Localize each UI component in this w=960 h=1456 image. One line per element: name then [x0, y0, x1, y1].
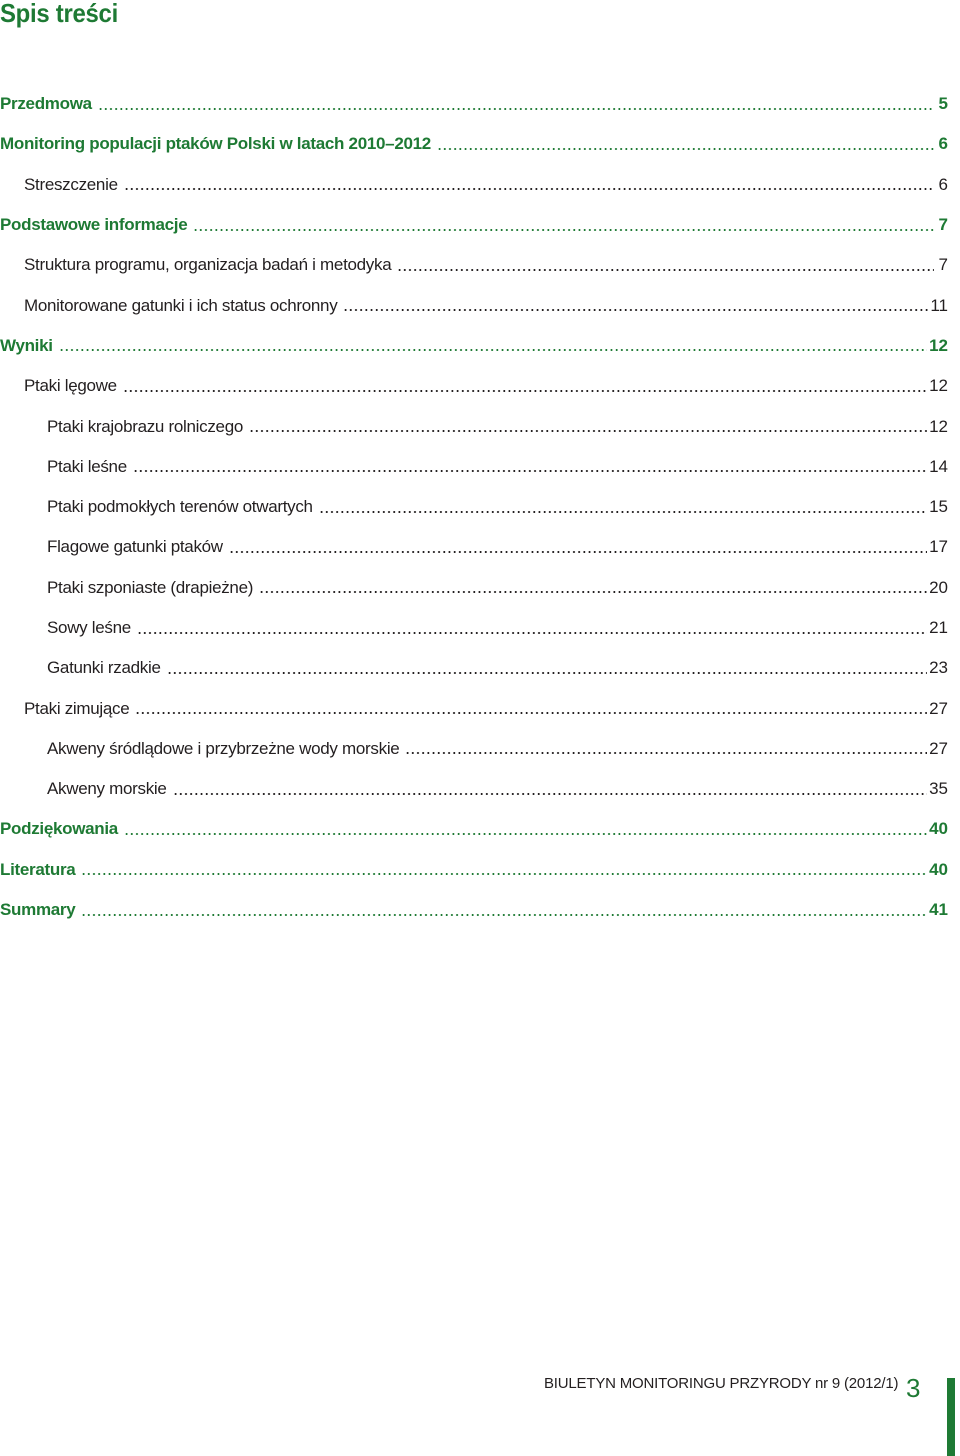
toc-entry-page: 12 [929, 416, 948, 436]
toc-dot-leader [137, 632, 927, 634]
toc-entry-page: 17 [929, 537, 948, 557]
toc-entry-page: 27 [929, 738, 948, 758]
toc-entry[interactable] [0, 729, 948, 769]
toc-entry-label: Monitorowane gatunki i ich status ochronny [24, 296, 343, 316]
toc-entry[interactable] [0, 205, 948, 245]
toc-dot-leader [135, 712, 927, 714]
toc-entry-page: 40 [929, 859, 948, 879]
toc-dot-leader [343, 309, 928, 311]
toc-entry-page: 12 [929, 376, 948, 396]
toc-entry[interactable] [0, 648, 948, 688]
toc-dot-leader [98, 108, 934, 110]
toc-entry-label: Gatunki rzadkie [47, 658, 167, 678]
publication-footer: BIULETYN MONITORINGU PRZYRODY nr 9 (2012/1) [544, 1375, 899, 1392]
toc-dot-leader [124, 188, 934, 190]
toc-entry-label: Literatura [0, 860, 81, 880]
toc-entry[interactable] [0, 447, 948, 487]
page-number: 3 [906, 1373, 921, 1403]
toc-dot-leader [173, 793, 928, 795]
toc-entry[interactable] [0, 326, 948, 366]
toc-dot-leader [133, 470, 927, 472]
toc-dot-leader [319, 511, 927, 513]
toc-dot-leader [229, 551, 927, 553]
toc-entry-label: Podstawowe informacje [0, 215, 193, 235]
toc-entry[interactable] [0, 809, 948, 849]
toc-entry-page: 6 [938, 134, 948, 154]
toc-dot-leader [167, 672, 927, 674]
toc-entry-page: 27 [929, 698, 948, 718]
toc-entry-page: 15 [929, 497, 948, 517]
toc-entry-page: 12 [929, 335, 948, 355]
toc-entry-label: Monitoring populacji ptaków Polski w latach 2010–2012 [0, 134, 437, 154]
toc-entry-label: Streszczenie [24, 175, 124, 195]
page-title: Spis treści [0, 0, 118, 28]
toc-entry-page: 23 [929, 658, 948, 678]
toc-entry-label: Summary [0, 900, 81, 920]
toc-entry[interactable] [0, 285, 948, 325]
toc-entry[interactable] [0, 366, 948, 406]
toc-dot-leader [249, 430, 927, 432]
toc-entry-label: Flagowe gatunki ptaków [47, 537, 229, 557]
toc-entry-page: 35 [929, 779, 948, 799]
toc-entry[interactable] [0, 487, 948, 527]
toc-entry-label: Wyniki [0, 336, 59, 356]
toc-entry[interactable] [0, 165, 948, 205]
toc-entry[interactable] [0, 890, 948, 930]
table-of-contents [0, 84, 948, 930]
toc-entry[interactable] [0, 84, 948, 124]
toc-entry-label: Ptaki zimujące [24, 699, 135, 719]
toc-dot-leader [81, 873, 927, 875]
toc-entry-label: Akweny morskie [47, 779, 173, 799]
toc-entry-label: Struktura programu, organizacja badań i metodyka [24, 255, 397, 275]
toc-entry[interactable] [0, 124, 948, 164]
toc-entry-page: 7 [938, 255, 948, 275]
toc-dot-leader [193, 229, 934, 231]
toc-dot-leader [124, 833, 927, 835]
toc-dot-leader [259, 591, 927, 593]
toc-dot-leader [405, 752, 927, 754]
toc-dot-leader [81, 914, 927, 916]
toc-entry-label: Ptaki leśne [47, 457, 133, 477]
toc-dot-leader [59, 349, 927, 351]
toc-entry[interactable] [0, 568, 948, 608]
toc-entry-page: 41 [929, 900, 948, 920]
toc-entry-label: Ptaki podmokłych terenów otwartych [47, 497, 319, 517]
toc-entry-label: Akweny śródlądowe i przybrzeżne wody morskie [47, 739, 405, 759]
toc-entry-page: 7 [938, 215, 948, 235]
toc-entry-page: 6 [938, 174, 948, 194]
toc-entry-page: 14 [929, 456, 948, 476]
toc-entry-page: 5 [938, 94, 948, 114]
toc-entry-label: Sowy leśne [47, 618, 137, 638]
toc-entry-page: 21 [929, 618, 948, 637]
toc-entry[interactable] [0, 769, 948, 809]
toc-entry-label: Ptaki szponiaste (drapieżne) [47, 578, 259, 598]
toc-entry-label: Przedmowa [0, 94, 98, 114]
toc-entry-label: Podziękowania [0, 819, 124, 839]
toc-entry-page: 11 [930, 295, 948, 315]
toc-entry-page: 20 [929, 577, 948, 597]
page-edge-bar [947, 1378, 955, 1456]
toc-entry[interactable] [0, 406, 948, 446]
toc-entry[interactable] [0, 688, 948, 728]
toc-dot-leader [437, 148, 934, 150]
toc-dot-leader [123, 390, 927, 392]
toc-entry-page: 40 [929, 819, 948, 839]
toc-entry[interactable] [0, 850, 948, 890]
toc-entry[interactable] [0, 608, 948, 648]
toc-dot-leader [397, 269, 934, 271]
toc-entry[interactable] [0, 245, 948, 285]
toc-entry-label: Ptaki lęgowe [24, 376, 123, 396]
toc-entry[interactable] [0, 527, 948, 567]
toc-entry-label: Ptaki krajobrazu rolniczego [47, 417, 249, 437]
